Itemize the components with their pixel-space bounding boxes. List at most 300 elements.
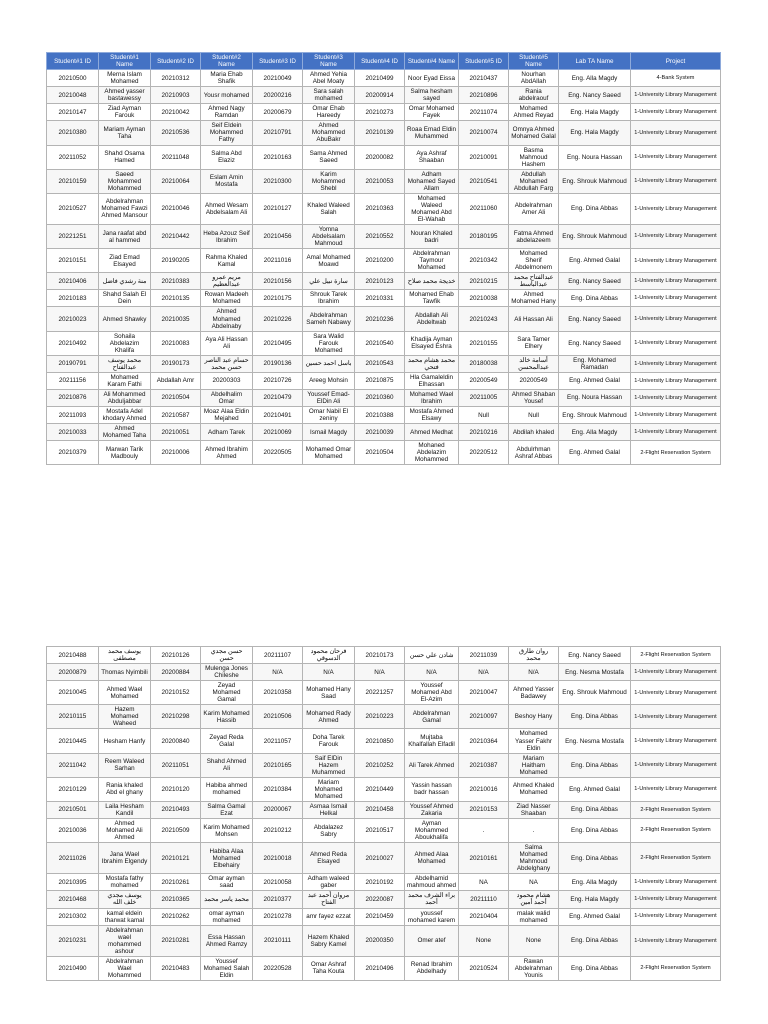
- table-cell: 1-University Library Management: [631, 664, 721, 681]
- table-cell: 20210097: [459, 705, 509, 729]
- table-cell: Omnya Ahmed Mohamed Galal: [509, 121, 559, 145]
- table-row: [47, 874, 721, 891]
- table-cell: Abdelhalim Omar: [201, 389, 253, 406]
- table-cell: 20200679: [253, 104, 303, 121]
- table-cell: 20200216: [253, 87, 303, 104]
- table-cell: 1-University Library Management: [631, 249, 721, 273]
- table-cell: Karim Mohammed Shebl: [303, 169, 355, 193]
- table-cell: 20210499: [355, 70, 405, 87]
- table-cell: روان طارق محمد: [509, 647, 559, 664]
- table-cell: Asmaa Ismail Helkal: [303, 801, 355, 818]
- table-row: [47, 121, 721, 145]
- table-cell: 20210903: [151, 87, 201, 104]
- table-cell: 1-University Library Management: [631, 290, 721, 307]
- table-cell: 20210126: [151, 647, 201, 664]
- table-cell: Mostafa fathy mohamed: [99, 874, 151, 891]
- table-cell: Reem Waleed Sarhan: [99, 753, 151, 777]
- table-cell: 20210159: [47, 169, 99, 193]
- table-cell: 20220512: [459, 441, 509, 465]
- table-row: [47, 307, 721, 331]
- table-cell: 20210046: [151, 193, 201, 224]
- table-cell: Salma Abd Elaziz: [201, 145, 253, 169]
- table-cell: 20210506: [253, 705, 303, 729]
- table-cell: 1-University Library Management: [631, 331, 721, 355]
- table-row: [47, 273, 721, 290]
- table-cell: 1-University Library Management: [631, 169, 721, 193]
- table-row: [47, 249, 721, 273]
- table-cell: Ismail Magdy: [303, 424, 355, 441]
- table-row: [47, 908, 721, 925]
- table-cell: Rahma Khaled Kamal: [201, 249, 253, 273]
- table-cell: Essa Hassan Ahmed Ramzy: [201, 925, 253, 956]
- table-cell: 20190205: [151, 249, 201, 273]
- table-cell: Ahmed Ibrahim Ahmed: [201, 441, 253, 465]
- table-row: [47, 290, 721, 307]
- table-cell: Eng. Dina Abbas: [559, 925, 631, 956]
- header-row: [47, 53, 721, 70]
- table-cell: NA: [459, 874, 509, 891]
- table-cell: 2-Flight Reservation System: [631, 441, 721, 465]
- table-cell: 20211107: [253, 647, 303, 664]
- table-cell: Abdallah Ali Abdeltwab: [405, 307, 459, 331]
- table-cell: Shahd Osama Hamed: [99, 145, 151, 169]
- table-cell: 20210049: [253, 70, 303, 87]
- table-cell: N/A: [303, 664, 355, 681]
- table-cell: Abdelrahman Wael Mohammed: [99, 956, 151, 980]
- table-cell: 20210406: [47, 273, 99, 290]
- table-cell: 20211093: [47, 407, 99, 424]
- table-cell: Jana raafat abd al hammed: [99, 224, 151, 248]
- table-cell: 20210175: [253, 290, 303, 307]
- table-cell: Ahmed Wael Mohamed: [99, 681, 151, 705]
- table-cell: 20200879: [47, 664, 99, 681]
- table-cell: 20210123: [355, 273, 405, 290]
- table-cell: 20210517: [355, 818, 405, 842]
- team-assignments-table: [46, 52, 721, 465]
- table-cell: 20210151: [47, 249, 99, 273]
- table-cell: 1-University Library Management: [631, 925, 721, 956]
- column-header: Student#4 Name: [405, 53, 459, 70]
- column-header: Student#3 ID: [253, 53, 303, 70]
- table-cell: 1-University Library Management: [631, 193, 721, 224]
- table-cell: 20180195: [459, 224, 509, 248]
- table-cell: Abdelrahman Taymour Mohamed: [405, 249, 459, 273]
- table-cell: 20210047: [459, 681, 509, 705]
- table-cell: 20210364: [459, 729, 509, 753]
- table-cell: kamal eldein tharwat kamal: [99, 908, 151, 925]
- table-cell: 20210496: [355, 956, 405, 980]
- table-cell: 1-University Library Management: [631, 874, 721, 891]
- table-cell: Karim Mohamed Mohsen: [201, 818, 253, 842]
- table-row: [47, 389, 721, 406]
- table-cell: شادن علي حسن: [405, 647, 459, 664]
- table-cell: 20210281: [151, 925, 201, 956]
- table-cell: Mulenga Jones Chileshe: [201, 664, 253, 681]
- table-cell: فرحان محمود الدسوقي: [303, 647, 355, 664]
- table-cell: Mohamed Karam Fathi: [99, 372, 151, 389]
- table-cell: 20210500: [47, 70, 99, 87]
- table-row: [47, 891, 721, 908]
- table-cell: Eng. Ahmed Galal: [559, 441, 631, 465]
- table-cell: 20210552: [355, 224, 405, 248]
- table-cell: Eng. Dina Abbas: [559, 753, 631, 777]
- table-cell: 20210896: [459, 87, 509, 104]
- table-cell: 1-University Library Management: [631, 891, 721, 908]
- table-cell: 20210442: [151, 224, 201, 248]
- table-cell: 1-University Library Management: [631, 908, 721, 925]
- table-row: [47, 193, 721, 224]
- table-cell: 20210091: [459, 145, 509, 169]
- table-cell: 20210490: [47, 956, 99, 980]
- table-cell: 20210262: [151, 908, 201, 925]
- table-cell: Roaa Emad Eldin Muhammed: [405, 121, 459, 145]
- table-cell: Mohamed Hany Saad: [303, 681, 355, 705]
- table-cell: 20210033: [47, 424, 99, 441]
- table-cell: Merna Islam Mohamed: [99, 70, 151, 87]
- column-header: Student#2 ID: [151, 53, 201, 70]
- table-cell: Ali Hassan Ali: [509, 307, 559, 331]
- table-cell: 20210278: [253, 908, 303, 925]
- table-cell: Ali Tarek Ahmed: [405, 753, 459, 777]
- table-cell: N/A: [509, 664, 559, 681]
- table-cell: 20211026: [47, 843, 99, 874]
- table-row: [47, 355, 721, 372]
- table-cell: Abdullah Mohamed Abdullah Farg: [509, 169, 559, 193]
- table-cell: Ahmed Medhat: [405, 424, 459, 441]
- table-cell: 20210875: [355, 372, 405, 389]
- table-cell: 20210129: [47, 777, 99, 801]
- table-cell: 20210115: [47, 705, 99, 729]
- table-cell: 20210493: [151, 801, 201, 818]
- table-cell: Eng. Ahmed Galal: [559, 249, 631, 273]
- table-cell: 20210200: [355, 249, 405, 273]
- table-cell: N/A: [459, 664, 509, 681]
- table-cell: Eng. Nancy Saeed: [559, 331, 631, 355]
- table-cell: Eng. Dina Abbas: [559, 818, 631, 842]
- table-cell: 1-University Library Management: [631, 273, 721, 290]
- team-assignments-table-continued: [46, 646, 721, 981]
- table-cell: 1-University Library Management: [631, 681, 721, 705]
- table-cell: Maria Ehab Shafik: [201, 70, 253, 87]
- table-cell: هشام محمود أحمد أمين: [509, 891, 559, 908]
- table-cell: Mohamed Rady Ahmed: [303, 705, 355, 729]
- table-cell: Eng. Hala Magdy: [559, 891, 631, 908]
- table-cell: 20211052: [47, 145, 99, 169]
- table-cell: Mohamed Wael Ibrahim: [405, 389, 459, 406]
- table-cell: 20210445: [47, 729, 99, 753]
- table-cell: Eng. Dina Abbas: [559, 705, 631, 729]
- table-cell: 2-Flight Reservation System: [631, 956, 721, 980]
- table-cell: 20210212: [253, 818, 303, 842]
- table-cell: 20221251: [47, 224, 99, 248]
- table-row: [47, 753, 721, 777]
- table-cell: Moaz Alaa Eldin Mejahed: [201, 407, 253, 424]
- table-cell: مريم عمرو عبدالعظيم: [201, 273, 253, 290]
- table-cell: 20210163: [253, 145, 303, 169]
- table-cell: 20210155: [459, 331, 509, 355]
- table-cell: محمد يوسف عبدالفتاح: [99, 355, 151, 372]
- table-cell: 20210491: [253, 407, 303, 424]
- table-cell: 1-University Library Management: [631, 753, 721, 777]
- table-cell: Hesham Hanfy: [99, 729, 151, 753]
- table-cell: Eng. Dina Abbas: [559, 843, 631, 874]
- table-cell: 20210018: [253, 843, 303, 874]
- table-cell: Eng. Ahmed Galal: [559, 372, 631, 389]
- table-cell: 20210083: [151, 331, 201, 355]
- table-cell: 20210035: [151, 307, 201, 331]
- table-cell: Shrouk Tarek Ibrahim: [303, 290, 355, 307]
- table-cell: 20211048: [151, 145, 201, 169]
- table-cell: 1-University Library Management: [631, 355, 721, 372]
- table-cell: 20210726: [253, 372, 303, 389]
- table-cell: Mostafa Adel khodary Ahmed: [99, 407, 151, 424]
- table-cell: 20210183: [47, 290, 99, 307]
- table-cell: Eng. Ahmed Galal: [559, 777, 631, 801]
- table-cell: 20211074: [459, 104, 509, 121]
- table-cell: 20210027: [355, 843, 405, 874]
- table-cell: Habiba ahmed mohamed: [201, 777, 253, 801]
- table-row: [47, 729, 721, 753]
- table-cell: Eng. Nancy Saeed: [559, 273, 631, 290]
- table-cell: 20200549: [459, 372, 509, 389]
- table-cell: 20211156: [47, 372, 99, 389]
- table-cell: N/A: [405, 664, 459, 681]
- table-cell: 20210495: [253, 331, 303, 355]
- column-header: Student#5 Name: [509, 53, 559, 70]
- table-cell: Eng. Nancy Saeed: [559, 87, 631, 104]
- table-cell: 20211039: [459, 647, 509, 664]
- table-cell: Jana Wael Ibrahim Elgendy: [99, 843, 151, 874]
- table-cell: omar ayman mohamed: [201, 908, 253, 925]
- table-cell: Mohamed Omar Mohamed: [303, 441, 355, 465]
- table-cell: 20210458: [355, 801, 405, 818]
- table-cell: 20210051: [151, 424, 201, 441]
- table-cell: Rowan Madeeh Mohamed: [201, 290, 253, 307]
- table-cell: Beshoy Hany: [509, 705, 559, 729]
- table-cell: Mohamed Waleed Mohamed Abd El-Wahab: [405, 193, 459, 224]
- table-cell: Omer atef: [405, 925, 459, 956]
- table-cell: Eng. Nesma Mostafa: [559, 664, 631, 681]
- table-cell: 20210404: [459, 908, 509, 925]
- table-cell: Seif Eldein Mohammed Fathy: [201, 121, 253, 145]
- table-cell: 20210058: [253, 874, 303, 891]
- table-cell: Mohaned Abdelazim Mohammed: [405, 441, 459, 465]
- table-cell: Salma Mohamed Mahmoud Abdelghany: [509, 843, 559, 874]
- table-cell: 20200549: [509, 372, 559, 389]
- table-cell: .: [509, 818, 559, 842]
- table-cell: Eng. Ahmed Galal: [559, 908, 631, 925]
- table-cell: Rawan Abdelrahman Younis: [509, 956, 559, 980]
- table-cell: 1-University Library Management: [631, 145, 721, 169]
- table-cell: باسل احمد حسين: [303, 355, 355, 372]
- table-row: [47, 843, 721, 874]
- table-cell: Abdelrahman Sameh Nabawy: [303, 307, 355, 331]
- table-cell: Ahmed Shawky: [99, 307, 151, 331]
- table-cell: 20210023: [47, 307, 99, 331]
- table-cell: 20210524: [459, 956, 509, 980]
- table-cell: Ahmed Alaa Mohamed: [405, 843, 459, 874]
- table-cell: Hla Gamaleldin Elhassan: [405, 372, 459, 389]
- table-cell: Eng. Dina Abbas: [559, 290, 631, 307]
- table-cell: malak walid mohamed: [509, 908, 559, 925]
- column-header: Student#1 ID: [47, 53, 99, 70]
- table-cell: محمد ياسر محمد: [201, 891, 253, 908]
- table-cell: 20210501: [47, 801, 99, 818]
- table-cell: None: [509, 925, 559, 956]
- table-cell: Mariam Mohamed Mohamed: [303, 777, 355, 801]
- table-cell: 20210039: [355, 424, 405, 441]
- table-cell: 2-Flight Reservation System: [631, 801, 721, 818]
- table-cell: Omar Ehab Hareedy: [303, 104, 355, 121]
- table-cell: 20210360: [355, 389, 405, 406]
- table-cell: Eng. Dina Abbas: [559, 193, 631, 224]
- table-cell: NA: [509, 874, 559, 891]
- table-cell: 20210541: [459, 169, 509, 193]
- table-cell: 20210236: [355, 307, 405, 331]
- table-cell: 20210038: [459, 290, 509, 307]
- table-cell: خديجة محمد صلاح: [405, 273, 459, 290]
- table-cell: 20210064: [151, 169, 201, 193]
- table-cell: 1-University Library Management: [631, 87, 721, 104]
- table-cell: Ahmed Yehia Abel Moaty: [303, 70, 355, 87]
- table-cell: 20210121: [151, 843, 201, 874]
- table-row: [47, 777, 721, 801]
- table-cell: Youssef Ahmed Zakaria: [405, 801, 459, 818]
- table-cell: 20210437: [459, 70, 509, 87]
- column-header: Project: [631, 53, 721, 70]
- table-cell: Sara Tamer Elhery: [509, 331, 559, 355]
- table-cell: Mohamed Ahmed Reyad: [509, 104, 559, 121]
- table-cell: Abdallah Amr: [151, 372, 201, 389]
- table-cell: Mohamed Yasser Fakhr Eldin: [509, 729, 559, 753]
- table-cell: 20210156: [253, 273, 303, 290]
- table-cell: يوسف مجدي خلف الله: [99, 891, 151, 908]
- table-cell: 1-University Library Management: [631, 224, 721, 248]
- table-cell: Khadija Ayman Elsayed Eshra: [405, 331, 459, 355]
- table-cell: N/A: [355, 664, 405, 681]
- table-cell: Hazem Mohamed Waheed: [99, 705, 151, 729]
- table-cell: Abdelrahman Gamal: [405, 705, 459, 729]
- table-cell: Eng. Shrouk Mahmoud: [559, 169, 631, 193]
- table-cell: Eng. Hala Magdy: [559, 121, 631, 145]
- table-cell: 20210536: [151, 121, 201, 145]
- table-cell: Eng. Noura Hassan: [559, 389, 631, 406]
- table-cell: 20210377: [253, 891, 303, 908]
- table-cell: Omar Mohamed Fayek: [405, 104, 459, 121]
- table-cell: Ahmed Mohamed Ali Ahmed: [99, 818, 151, 842]
- table-cell: Sara salah mohamed: [303, 87, 355, 104]
- table-cell: Youssef Emad-ElDin Ali: [303, 389, 355, 406]
- table-cell: Hazem Khaled Sabry Kamel: [303, 925, 355, 956]
- table-cell: Mohamed Sherif Abdelmonem: [509, 249, 559, 273]
- table-cell: Abdelhamid mahmoud ahmed: [405, 874, 459, 891]
- table-row: [47, 424, 721, 441]
- table-cell: 20210395: [47, 874, 99, 891]
- table-cell: 20210135: [151, 290, 201, 307]
- table-cell: 2-Flight Reservation System: [631, 647, 721, 664]
- table-cell: 20210120: [151, 777, 201, 801]
- table-row: [47, 70, 721, 87]
- table-cell: Eng. Alla Magdy: [559, 874, 631, 891]
- table-cell: 20210379: [47, 441, 99, 465]
- table-cell: 20210048: [47, 87, 99, 104]
- table-cell: 20210226: [253, 307, 303, 331]
- table-cell: Ayman Mohammed Aboukhalifa: [405, 818, 459, 842]
- table-cell: Ahmed Reda Elsayed: [303, 843, 355, 874]
- table-cell: 20220528: [253, 956, 303, 980]
- table-cell: Abdelrahman Mohamed Fawzi Ahmed Mansour: [99, 193, 151, 224]
- table-cell: Ahmed Shaban Yousef: [509, 389, 559, 406]
- table-cell: 1-University Library Management: [631, 372, 721, 389]
- table-cell: Shahd Salah El Dein: [99, 290, 151, 307]
- table-cell: حسام عبد الناصر حسن محمد: [201, 355, 253, 372]
- table-cell: Ziad Emad Elsayed: [99, 249, 151, 273]
- table-cell: Ziad Nasser Shaaban: [509, 801, 559, 818]
- table-row: [47, 145, 721, 169]
- table-cell: 20220505: [253, 441, 303, 465]
- table-cell: Ahmed Mohamed Hany: [509, 290, 559, 307]
- table-cell: 1-University Library Management: [631, 121, 721, 145]
- table-cell: Saeed Mohammed Mohammed: [99, 169, 151, 193]
- table-cell: Noor Eyad Eissa: [405, 70, 459, 87]
- table-cell: محمد هشام محمد فتحي: [405, 355, 459, 372]
- table-cell: 20210147: [47, 104, 99, 121]
- table-cell: 20210252: [355, 753, 405, 777]
- table-cell: 20211060: [459, 193, 509, 224]
- table-cell: Rania khaled Abd el ghany: [99, 777, 151, 801]
- table-cell: 20210312: [151, 70, 201, 87]
- table-cell: Ahmed Mohamed Abdelnaby: [201, 307, 253, 331]
- table-cell: 20211057: [253, 729, 303, 753]
- table-cell: 20210358: [253, 681, 303, 705]
- table-cell: Mohamed Ehab Tawfik: [405, 290, 459, 307]
- table-row: [47, 647, 721, 664]
- document-page-2: [0, 640, 768, 1024]
- table-row: [47, 372, 721, 389]
- table-cell: Yassin hassan badr hassan: [405, 777, 459, 801]
- table-cell: Ahmed Wesam Abdelsalam Ali: [201, 193, 253, 224]
- table-cell: 20210215: [459, 273, 509, 290]
- table-cell: Abdalazez Sabry: [303, 818, 355, 842]
- table-cell: Abdulrhman Ashraf Abbas: [509, 441, 559, 465]
- table-row: [47, 104, 721, 121]
- table-cell: 20210587: [151, 407, 201, 424]
- table-cell: 20211005: [459, 389, 509, 406]
- table-cell: Youssef Mohamed Abd El-Azim: [405, 681, 459, 705]
- table-cell: 20210384: [253, 777, 303, 801]
- table-cell: Eng. Noura Hassan: [559, 145, 631, 169]
- table-cell: Basma Mahmoud Hashem: [509, 145, 559, 169]
- table-cell: 20200067: [253, 801, 303, 818]
- table-cell: Renad Ibrahim Abdelhady: [405, 956, 459, 980]
- table-cell: Karim Mohamed Hassib: [201, 705, 253, 729]
- table-cell: 1-University Library Management: [631, 307, 721, 331]
- table-cell: 1-University Library Management: [631, 777, 721, 801]
- table-cell: Ahmed yasser bastawessy: [99, 87, 151, 104]
- table-row: [47, 87, 721, 104]
- table-cell: 20211016: [253, 249, 303, 273]
- table-cell: Ahmed Khaled Mohamed: [509, 777, 559, 801]
- table-cell: Abdelrahman wael mohammed ashour: [99, 925, 151, 956]
- table-cell: 20210192: [355, 874, 405, 891]
- table-row: [47, 407, 721, 424]
- table-cell: 20210298: [151, 705, 201, 729]
- table-cell: Eng. Dina Abbas: [559, 956, 631, 980]
- table-cell: Aya Ali Hassan Ali: [201, 331, 253, 355]
- table-cell: عبدالفتاح محمد عبدالباسط: [509, 273, 559, 290]
- table-cell: مروان أحمد عبد الفتاح: [303, 891, 355, 908]
- table-cell: 20210302: [47, 908, 99, 925]
